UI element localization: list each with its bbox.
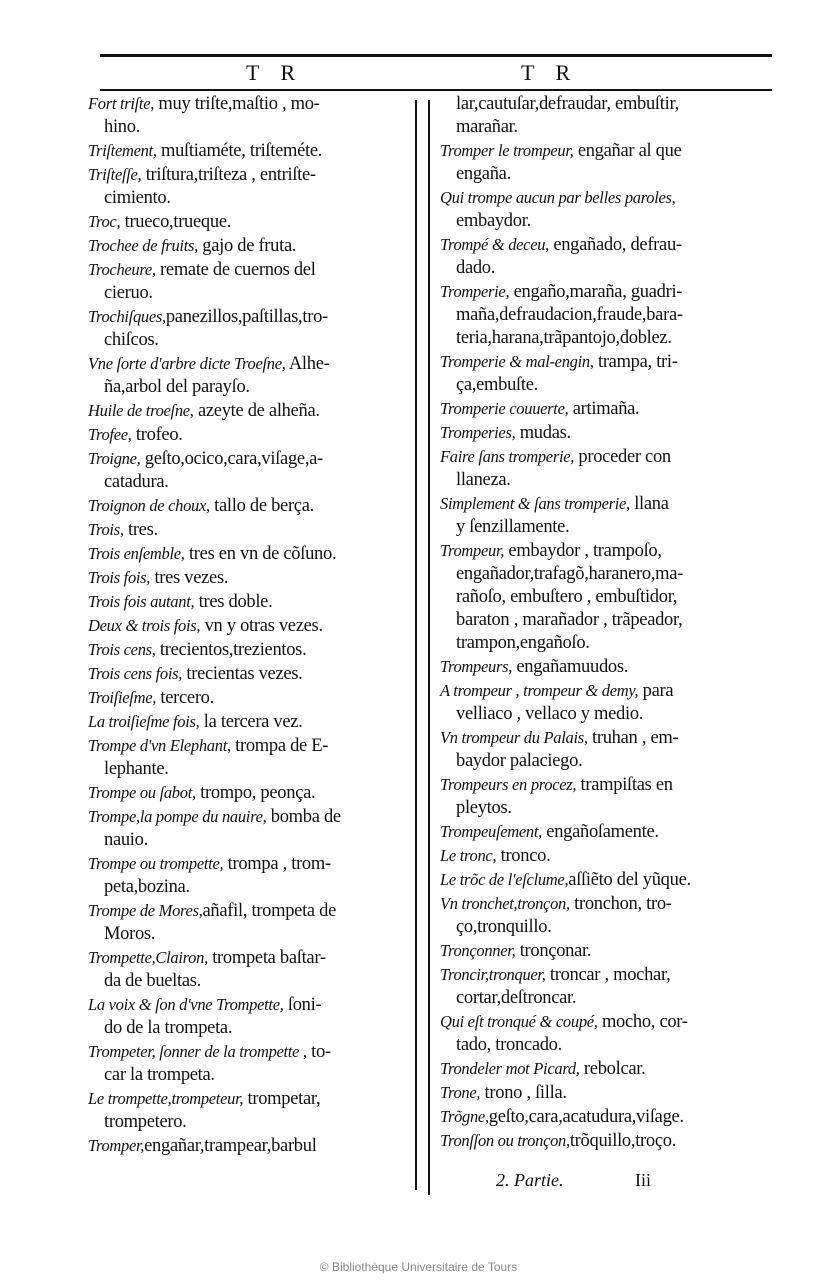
- gloss-continuation: engañador,trafagõ,haranero,ma-: [456, 564, 684, 584]
- headword: Huile de troeſne,: [88, 401, 194, 420]
- gloss-continuation: nauio.: [104, 830, 148, 850]
- gloss-continuation: engaña.: [456, 164, 511, 184]
- entry-first-line: [88, 1134, 410, 1158]
- dictionary-entry: [440, 492, 785, 539]
- gloss: rebolcar.: [579, 1059, 646, 1079]
- gloss: engañar,trampear,barbul: [144, 1136, 317, 1156]
- headword: Trompe ou trompette,: [88, 854, 224, 873]
- gloss: tallo de berça.: [209, 496, 314, 516]
- entry-first-line: [88, 352, 410, 376]
- right-running-head: T R: [521, 60, 579, 85]
- dictionary-entry: [88, 92, 410, 139]
- dictionary-entry: [88, 258, 410, 305]
- gloss: llana: [629, 494, 669, 514]
- entry-first-line: [88, 638, 410, 662]
- headword: Qui eſt tronqué & coupé,: [440, 1012, 598, 1031]
- gloss-continuation: ço,tronquillo.: [456, 917, 552, 937]
- top-rule: [100, 54, 772, 57]
- dictionary-entry: [88, 590, 410, 614]
- gloss-continuation: dado.: [456, 258, 496, 278]
- dictionary-entry: [88, 423, 410, 447]
- headword: Trois enſemble,: [88, 544, 185, 563]
- dictionary-entry: [88, 614, 410, 638]
- gloss-continuation: pleytos.: [456, 798, 512, 818]
- headword: Trochiſques,: [88, 307, 166, 326]
- dictionary-entry: [440, 892, 785, 939]
- entry-first-line: [440, 350, 785, 374]
- dictionary-entry: [88, 805, 410, 852]
- entry-first-line: [88, 163, 410, 187]
- right-column: [440, 92, 785, 1153]
- dictionary-entry: [88, 305, 410, 352]
- entry-first-line: [88, 542, 410, 566]
- entry-first-line: [88, 946, 410, 970]
- dictionary-entry: [88, 993, 410, 1040]
- dictionary-entry: [440, 1057, 785, 1081]
- gloss: trueco,trueque.: [120, 212, 232, 232]
- gloss: embaydor , trampoſo,: [504, 541, 662, 561]
- gloss: Alhe-: [285, 354, 330, 374]
- headword: Vne ſorte d'arbre dicte Troeſne,: [88, 354, 286, 373]
- gloss: para: [638, 681, 674, 701]
- gloss: engañamuudos.: [512, 657, 629, 677]
- dictionary-entry: [88, 566, 410, 590]
- gloss-continuation: cortar,deſtroncar.: [456, 988, 577, 1008]
- entry-first-line: [88, 710, 410, 734]
- gloss-continuation: car la trompeta.: [104, 1065, 215, 1085]
- dictionary-entry: [88, 1087, 410, 1134]
- gloss-continuation: teria,harana,trãpantojo,doblez.: [456, 328, 672, 348]
- gloss: panezillos,paſtillas,tro-: [165, 307, 328, 327]
- dictionary-entry: [440, 844, 785, 868]
- headword: Triſteſſe,: [88, 165, 142, 184]
- dictionary-entry: [440, 445, 785, 492]
- dictionary-entry: [88, 1040, 410, 1087]
- headword: Trone,: [440, 1083, 481, 1102]
- gloss: gajo de fruta.: [197, 236, 297, 256]
- gloss: muſtiaméte, triſteméte.: [156, 141, 323, 161]
- entry-first-line: [88, 399, 410, 423]
- gloss: tronco.: [496, 846, 551, 866]
- gloss: trecientas vezes.: [182, 664, 303, 684]
- entry-first-line: [440, 492, 785, 516]
- gloss-continuation: trompetero.: [104, 1112, 187, 1132]
- gloss: to-: [306, 1042, 331, 1062]
- headword: Trompe de Mores,: [88, 901, 203, 920]
- headword: Trois,: [88, 520, 124, 539]
- entry-first-line: [440, 1105, 785, 1129]
- dictionary-entry: [440, 421, 785, 445]
- gloss: bomba de: [266, 807, 341, 827]
- header-rule: [100, 89, 772, 91]
- gloss: tres doble.: [194, 592, 273, 612]
- headword: La troiſieſme fois,: [88, 712, 200, 731]
- dictionary-entry: [440, 963, 785, 1010]
- entry-first-line: [88, 1040, 410, 1064]
- entry-first-line: [440, 892, 785, 916]
- dictionary-entry: [88, 734, 410, 781]
- gloss: trecientos,trezientos.: [155, 640, 307, 660]
- entry-first-line: [88, 494, 410, 518]
- gloss: trompa , trom-: [223, 854, 331, 874]
- gloss: vn y otras vezes.: [200, 616, 323, 636]
- gloss: artimaña.: [568, 399, 640, 419]
- entry-first-line: [440, 1010, 785, 1034]
- headword: Trompeuſement,: [440, 822, 542, 841]
- gloss-continuation: catadura.: [104, 472, 169, 492]
- dictionary-entry: [88, 494, 410, 518]
- headword: Trois cens fois,: [88, 664, 183, 683]
- dictionary-entry: [440, 350, 785, 397]
- dictionary-entry: [440, 233, 785, 280]
- signature-mark: 2. Partie.: [496, 1170, 564, 1190]
- entry-first-line: [88, 139, 410, 163]
- entry-first-line: [88, 734, 410, 758]
- gloss: engañado, defrau-: [549, 235, 682, 255]
- gloss-continuation: embaydor.: [456, 211, 531, 231]
- headword: Trois fois,: [88, 568, 151, 587]
- gloss: aſſiẽto del yũque.: [568, 870, 691, 890]
- dictionary-entry: [88, 447, 410, 494]
- library-credit: © Bibliothèque Universitaire de Tours: [319, 1260, 518, 1274]
- gloss: lar,cautuſar,defraudar, embuſtir,: [456, 94, 679, 114]
- gloss-continuation: llaneza.: [456, 470, 511, 490]
- headword: Trois fois autant,: [88, 592, 195, 611]
- headword: Tronſſon ou tronçon,: [440, 1131, 570, 1150]
- dictionary-entry: [88, 234, 410, 258]
- gloss-continuation: da de bueltas.: [104, 971, 201, 991]
- entry-first-line: [88, 518, 410, 542]
- dictionary-entry: [440, 186, 785, 233]
- headword: Trofee,: [88, 425, 132, 444]
- entry-first-line: [88, 993, 410, 1017]
- dictionary-entry: [440, 1105, 785, 1129]
- dictionary-entry: [88, 899, 410, 946]
- entry-first-line: [88, 614, 410, 638]
- dictionary-entry: [440, 139, 785, 186]
- entry-first-line: [88, 662, 410, 686]
- dictionary-entry: [88, 781, 410, 805]
- gloss: geſto,ocico,cara,viſage,a-: [140, 449, 323, 469]
- dictionary-entry: [440, 1081, 785, 1105]
- dictionary-entry: [440, 939, 785, 963]
- entry-first-line: [88, 686, 410, 710]
- entry-first-line: [440, 139, 785, 163]
- entry-first-line: [440, 445, 785, 469]
- entry-first-line: [440, 655, 785, 679]
- headword: Tronçonner,: [440, 941, 516, 960]
- headword: Trompeter, ſonner de la trompette ,: [88, 1042, 307, 1061]
- entry-first-line: [440, 1081, 785, 1105]
- headword: Trompeurs en procez,: [440, 775, 577, 794]
- gloss: engañoſamente.: [541, 822, 659, 842]
- gloss-continuation: ça,embuſte.: [456, 375, 538, 395]
- headword: Qui trompe aucun par belles paroles,: [440, 188, 676, 207]
- gloss: tres.: [123, 520, 158, 540]
- entry-first-line: [88, 590, 410, 614]
- headword: Tromper le trompeur,: [440, 141, 574, 160]
- dictionary-entry: [440, 92, 785, 139]
- gloss: tercero.: [156, 688, 214, 708]
- gloss: proceder con: [574, 447, 671, 467]
- headword: Trochee de fruits,: [88, 236, 198, 255]
- gloss-continuation: rañoſo, embuſtero , embuſtidor,: [456, 587, 678, 607]
- gloss-continuation: velliaco , vellaco y medio.: [456, 704, 644, 724]
- gloss: mudas.: [515, 423, 571, 443]
- gloss: engañar al que: [573, 141, 682, 161]
- entry-first-line: [440, 421, 785, 445]
- entry-first-line: [88, 234, 410, 258]
- gloss-continuation: marañar.: [456, 117, 518, 137]
- gloss-continuation: baydor palaciego.: [456, 751, 583, 771]
- gloss: tres en vn de cõſuno.: [184, 544, 337, 564]
- dictionary-entry: [440, 1010, 785, 1057]
- headword: Trompette,Clairon,: [88, 948, 208, 967]
- headword: Le trõc de l'eſclume,: [440, 870, 569, 889]
- dictionary-entry: [440, 773, 785, 820]
- entry-first-line: [440, 1129, 785, 1153]
- dictionary-entry: [88, 139, 410, 163]
- headword: Trompeur,: [440, 541, 505, 560]
- entry-first-line: [440, 1057, 785, 1081]
- gloss: troncar , mochar,: [545, 965, 671, 985]
- gloss-continuation: do de la trompeta.: [104, 1018, 233, 1038]
- gloss-continuation: maña,defraudacion,fraude,bara-: [456, 305, 683, 325]
- dictionary-entry: [88, 518, 410, 542]
- headword: Troc,: [88, 212, 121, 231]
- headword: Troncir,tronquer,: [440, 965, 546, 984]
- gloss-continuation: baraton , marañador , trãpeador,: [456, 610, 683, 630]
- left-column: [88, 92, 410, 1158]
- gloss-continuation: lephante.: [104, 759, 169, 779]
- headword: A trompeur , trompeur & demy,: [440, 681, 639, 700]
- headword: Vn tronchet,tronçon,: [440, 894, 570, 913]
- column-divider-right: [428, 100, 430, 1195]
- headword: Troiſieſme,: [88, 688, 157, 707]
- entry-first-line: [88, 781, 410, 805]
- headword: Vn trompeur du Palais,: [440, 728, 588, 747]
- dictionary-entry: [88, 710, 410, 734]
- entry-first-line: [440, 397, 785, 421]
- column-divider-left: [415, 100, 417, 1190]
- dictionary-entry: [440, 397, 785, 421]
- dictionary-entry: [88, 638, 410, 662]
- gloss: remate de cuernos del: [155, 260, 316, 280]
- left-running-head: T R: [246, 60, 304, 85]
- entry-first-line: [440, 868, 785, 892]
- headword: Trompé & deceu,: [440, 235, 549, 254]
- gloss: trompa de E-: [230, 736, 329, 756]
- dictionary-entry: [88, 399, 410, 423]
- gloss: trofeo.: [131, 425, 183, 445]
- dictionary-entry: [88, 662, 410, 686]
- entry-first-line: [88, 852, 410, 876]
- entry-first-line: [88, 305, 410, 329]
- gloss: añafil, trompeta de: [202, 901, 337, 921]
- entry-first-line: [440, 963, 785, 987]
- dictionary-entry: [440, 679, 785, 726]
- gloss-continuation: cieruo.: [104, 283, 153, 303]
- dictionary-entry: [88, 210, 410, 234]
- dictionary-entry: [440, 726, 785, 773]
- headword: Deux & trois fois,: [88, 616, 201, 635]
- gloss-continuation: Moros.: [104, 924, 156, 944]
- gloss-continuation: chiſcos.: [104, 330, 159, 350]
- entry-first-line: [88, 1087, 410, 1111]
- gloss: engaño,maraña, guadri-: [509, 282, 683, 302]
- dictionary-entry: [440, 280, 785, 350]
- entry-first-line: [88, 258, 410, 282]
- gloss: ſoni-: [283, 995, 322, 1015]
- entry-first-line: [440, 233, 785, 257]
- entry-first-line: [440, 186, 785, 210]
- headword: La voix & ſon d'vne Trompette,: [88, 995, 284, 1014]
- gloss: trompo, peonça.: [195, 783, 316, 803]
- entry-first-line: [440, 679, 785, 703]
- headword: Le tronc,: [440, 846, 497, 865]
- headword: Trompe,la pompe du nauire,: [88, 807, 267, 826]
- gloss: tronchon, tro-: [569, 894, 672, 914]
- entry-first-line: [440, 844, 785, 868]
- dictionary-entry: [88, 542, 410, 566]
- gloss-continuation: peta,bozina.: [104, 877, 190, 897]
- headword: Troignon de choux,: [88, 496, 210, 515]
- headword: Faire ſans tromperie,: [440, 447, 575, 466]
- entry-first-line: [88, 210, 410, 234]
- gloss: la tercera vez.: [199, 712, 303, 732]
- entry-first-line: [440, 280, 785, 304]
- dictionary-entry: [440, 820, 785, 844]
- entry-first-line: [440, 726, 785, 750]
- dictionary-entry: [440, 868, 785, 892]
- dictionary-entry: [440, 1129, 785, 1153]
- entry-first-line: [88, 423, 410, 447]
- dictionary-entry: [440, 539, 785, 655]
- folio-mark: Iii: [635, 1170, 651, 1190]
- headword: Triſtement,: [88, 141, 157, 160]
- entry-first-line: [88, 447, 410, 471]
- entry-first-line: [440, 773, 785, 797]
- dictionary-entry: [88, 352, 410, 399]
- entry-first-line: [88, 92, 410, 116]
- gloss: truhan , em-: [587, 728, 679, 748]
- gloss: trompetar,: [243, 1089, 321, 1109]
- gloss-continuation: trampon,engañoſo.: [456, 633, 590, 653]
- gloss: tronçonar.: [515, 941, 592, 961]
- headword: Trompe ou ſabot,: [88, 783, 196, 802]
- headword: Fort triſte,: [88, 94, 155, 113]
- entry-first-line: [88, 899, 410, 923]
- headword: Tromperie & mal-engin,: [440, 352, 594, 371]
- headword: Trompeurs,: [440, 657, 513, 676]
- gloss: geſto,cara,acatudura,viſage.: [488, 1107, 684, 1127]
- gloss: trompeta baſtar-: [207, 948, 326, 968]
- entry-first-line: [440, 820, 785, 844]
- dictionary-entry: [88, 686, 410, 710]
- gloss-continuation: tado, troncado.: [456, 1035, 562, 1055]
- dictionary-entry: [88, 1134, 410, 1158]
- entry-first-line: [440, 539, 785, 563]
- headword: Simplement & ſans tromperie,: [440, 494, 630, 513]
- gloss: triſtura,triſteza , entriſte-: [141, 165, 316, 185]
- gloss-continuation: y ſenzillamente.: [456, 517, 570, 537]
- dictionary-entry: [440, 655, 785, 679]
- headword: Le trompette,trompeteur,: [88, 1089, 244, 1108]
- headword: Tromper,: [88, 1136, 145, 1155]
- dictionary-entry: [88, 852, 410, 899]
- entry-first-line: [88, 566, 410, 590]
- headword: Trompe d'vn Elephant,: [88, 736, 231, 755]
- headword: Troigne,: [88, 449, 141, 468]
- headword: Trondeler mot Picard,: [440, 1059, 580, 1078]
- gloss: mocho, cor-: [597, 1012, 688, 1032]
- gloss-continuation: cimiento.: [104, 188, 171, 208]
- gloss: tres vezes.: [150, 568, 229, 588]
- entry-first-line: [440, 939, 785, 963]
- dictionary-entry: [88, 163, 410, 210]
- gloss: trampa, tri-: [593, 352, 678, 372]
- headword: Trocheure,: [88, 260, 156, 279]
- gloss-continuation: hino.: [104, 117, 141, 137]
- gloss: trampiſtas en: [576, 775, 673, 795]
- gloss: trõquillo,troço.: [569, 1131, 677, 1151]
- gloss: azeyte de alheña.: [193, 401, 320, 421]
- headword: Trois cens,: [88, 640, 156, 659]
- headword: Tromperies,: [440, 423, 516, 442]
- headword: Tromperie,: [440, 282, 510, 301]
- headword: Tromperie couuerte,: [440, 399, 569, 418]
- entry-first-line: [88, 805, 410, 829]
- gloss-continuation: ña,arbol del parayſo.: [104, 377, 250, 397]
- entry-first-line: [440, 92, 785, 116]
- gloss: muy triſte,maſtio , mo-: [154, 94, 320, 114]
- dictionary-entry: [88, 946, 410, 993]
- gloss: trono , ſilla.: [480, 1083, 567, 1103]
- headword: Trõgne,: [440, 1107, 489, 1126]
